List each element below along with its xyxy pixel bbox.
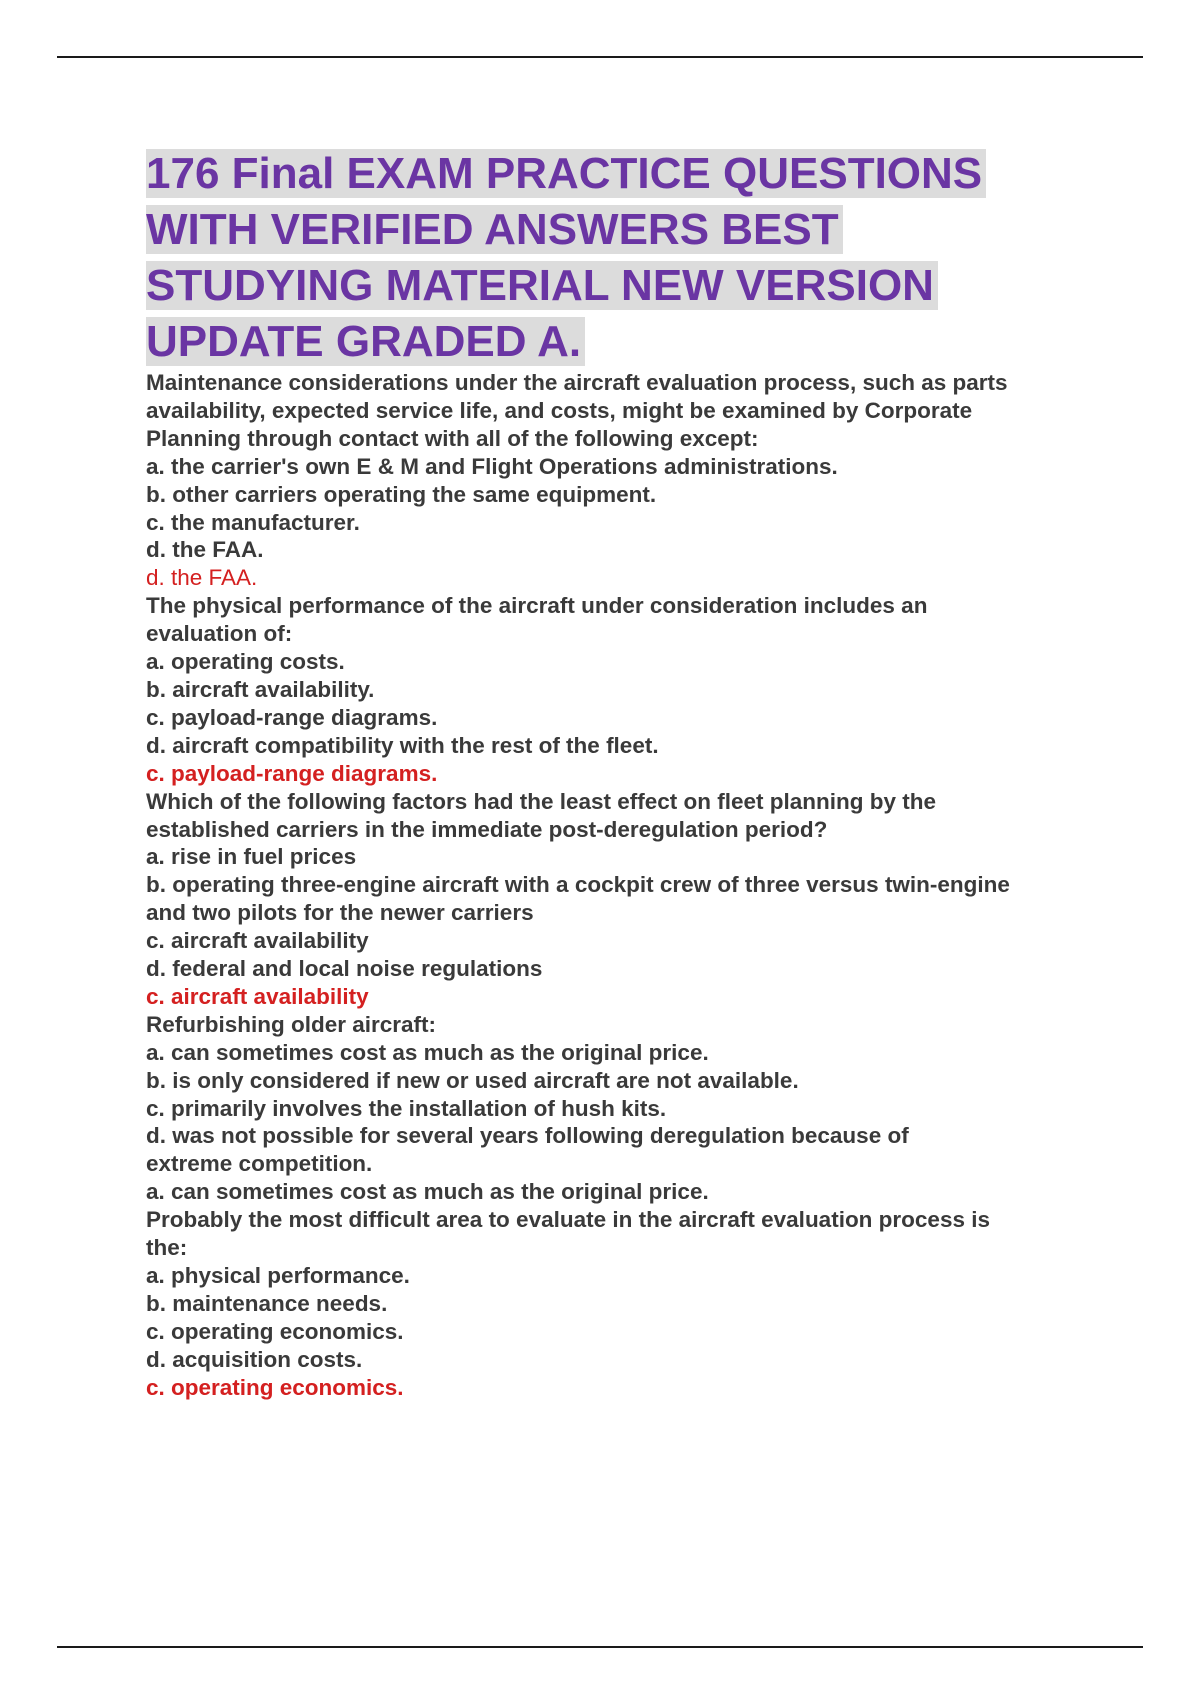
correct-answer: c. operating economics. (146, 1374, 404, 1400)
question-block (146, 788, 1086, 1011)
answer-option: b. other carriers operating the same equipment. (146, 481, 657, 507)
answer-option: b. operating three-engine aircraft with a cockpit crew of three versus twin-engine (146, 872, 1010, 898)
question-prompt: Probably the most difficult area to evaluate in the aircraft evaluation process is (146, 1207, 990, 1233)
question-prompt: availability, expected service life, and costs, might be examined by Corporate (146, 397, 973, 423)
answer-option: d. federal and local noise regulations (146, 956, 543, 982)
answer-option: c. primarily involves the installation of hush kits. (146, 1095, 667, 1121)
question-prompt: Refurbishing older aircraft: (146, 1011, 437, 1037)
answer-option: extreme competition. (146, 1151, 373, 1177)
title-line: 176 Final EXAM PRACTICE QUESTIONS (146, 146, 1096, 202)
answer-option: b. aircraft availability. (146, 676, 375, 702)
question-list (146, 369, 1086, 1402)
question-block (146, 369, 1086, 592)
answer-option: c. aircraft availability (146, 928, 369, 954)
correct-answer: c. payload-range diagrams. (146, 760, 438, 786)
answer-option: a. rise in fuel prices (146, 844, 357, 870)
title-line: UPDATE GRADED A. (146, 314, 1096, 370)
answer-option: a. physical performance. (146, 1263, 410, 1288)
answer-option: c. payload-range diagrams. (146, 704, 438, 730)
question-prompt: Which of the following factors had the least effect on fleet planning by the (146, 788, 937, 814)
answer-option: d. acquisition costs. (146, 1346, 363, 1372)
answer-option: d. aircraft compatibility with the rest of the fleet. (146, 732, 659, 758)
question-prompt: The physical performance of the aircraft under consideration includes an (146, 593, 928, 619)
question-prompt: Planning through contact with all of the following except: (146, 425, 759, 451)
correct-answer: a. can sometimes cost as much as the original price. (146, 1179, 709, 1205)
answer-option: a. can sometimes cost as much as the original price. (146, 1039, 709, 1065)
question-prompt: the: (146, 1235, 188, 1261)
question-block (146, 1011, 1086, 1206)
title-line: WITH VERIFIED ANSWERS BEST (146, 202, 1096, 258)
question-block (146, 592, 1086, 787)
answer-option: b. maintenance needs. (146, 1290, 388, 1316)
correct-answer: d. the FAA. (146, 565, 258, 591)
bottom-rule (57, 1646, 1143, 1648)
title-line: STUDYING MATERIAL NEW VERSION (146, 258, 1096, 314)
question-block (146, 1206, 1086, 1401)
answer-option: a. operating costs. (146, 649, 345, 675)
answer-option: a. the carrier's own E & M and Flight Operations administrations. (146, 453, 838, 479)
correct-answer: c. aircraft availability (146, 983, 369, 1009)
answer-option: c. operating economics. (146, 1318, 404, 1344)
document-title (146, 146, 1096, 370)
answer-option: d. was not possible for several years following deregulation because of (146, 1123, 909, 1149)
question-prompt: Maintenance considerations under the aircraft evaluation process, such as parts (146, 370, 1008, 395)
question-prompt: established carriers in the immediate post-deregulation period? (146, 816, 828, 842)
top-rule (57, 56, 1143, 58)
answer-option: and two pilots for the newer carriers (146, 900, 534, 926)
question-prompt: evaluation of: (146, 621, 293, 647)
answer-option: b. is only considered if new or used aircraft are not available. (146, 1067, 799, 1093)
answer-option: d. the FAA. (146, 537, 264, 563)
answer-option: c. the manufacturer. (146, 509, 360, 535)
